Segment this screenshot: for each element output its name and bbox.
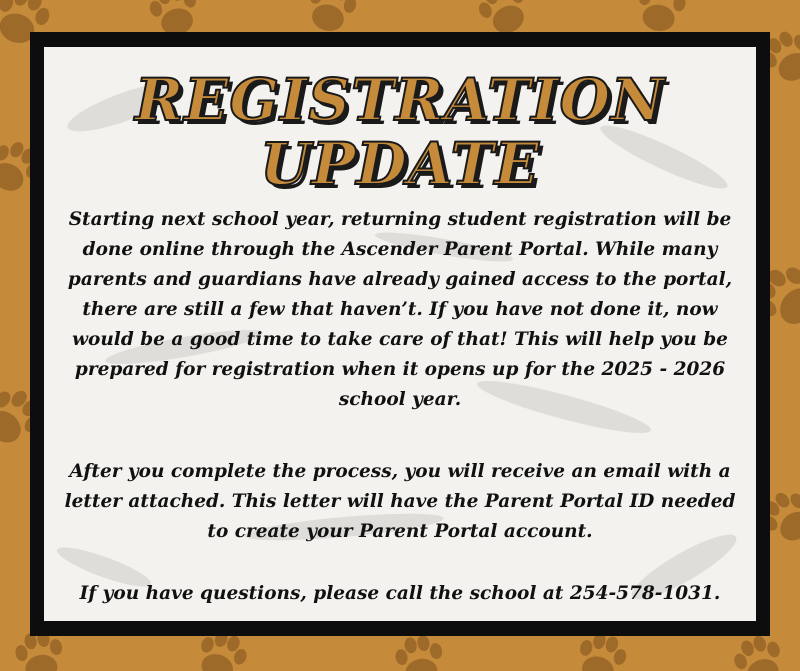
paw-print-icon (634, 0, 689, 35)
page-title-line1: REGISTRATION (135, 66, 665, 134)
paragraph-contact-phone: If you have questions, please call the school at 254-578-1031. (79, 583, 721, 604)
paragraph-email-letter: After you complete the process, you will receive an email with a letter attached. This letter will have the Parent Portal ID needed to create your Parent Portal account. (64, 461, 736, 542)
page-title-line2: UPDATE (260, 130, 540, 198)
paw-print-icon (392, 632, 447, 671)
paragraph-registration-info: Starting next school year, returning student registration will be done online through the Ascender Parent Portal. While many parents and guardians have already gained access to the portal, there are still a few that haven’t. If you have not done it, now would be a good time to take care of that! This will help you be prepared for registration when it opens up for the 2025 - 2026 school year. (67, 209, 733, 410)
paw-print-icon (729, 630, 790, 671)
poster-panel (44, 47, 756, 621)
